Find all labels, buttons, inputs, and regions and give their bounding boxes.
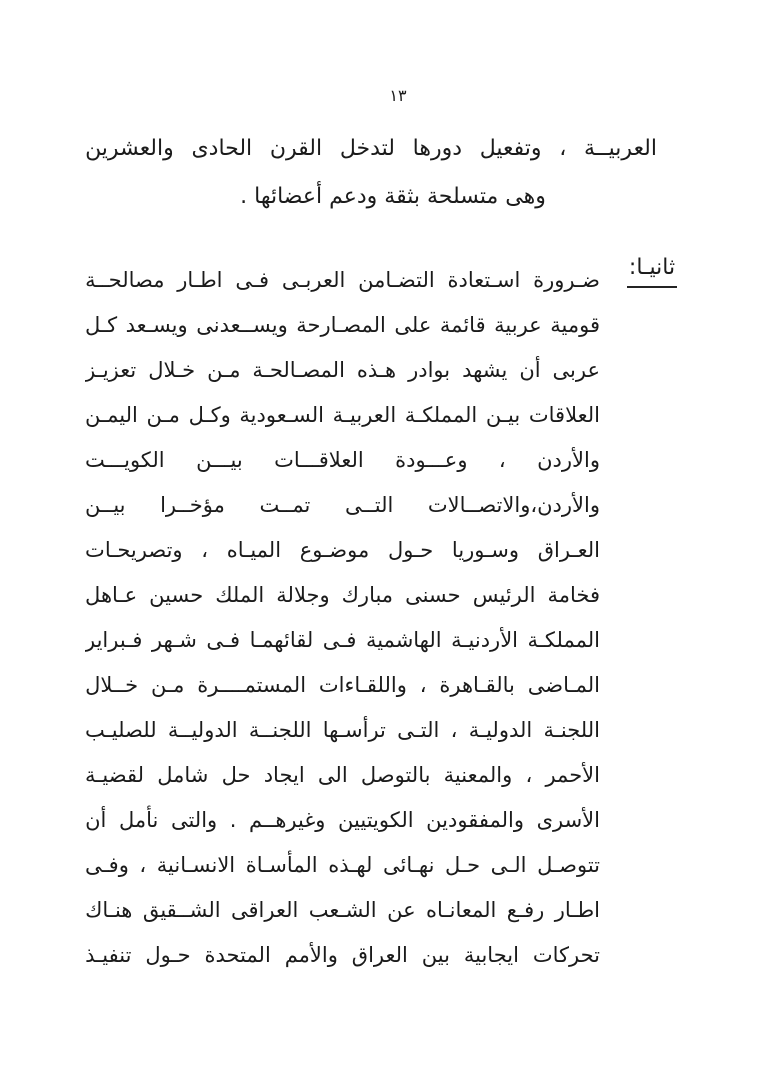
page-number: ١٣ [389,86,407,105]
text-line: الأحمر ، والمعنية بالتوصل الى ايجاد حل شامل لقضيـة [85,762,600,787]
section-heading-label: ثانيـا: [627,255,677,288]
text-line: العلاقات بيـن المملكـة العربيـة السـعودية وكـل مـن اليمـن [85,402,600,427]
text-line: تتوصـل الـى حـل نهـائى لهـذه المأسـاة الانسـانية ، وفـى [85,852,600,877]
text-line: فخامة الرئيس حسنى مبارك وجلالة الملك حسين عـاهل [85,582,600,607]
text-line: قومية عربية قائمة على المصـارحة ويســعدنى ويسـعد كـل [85,312,600,337]
text-line: وهى متسلحة بثقة ودعم أعضائها . [240,183,546,209]
text-line: والأردن ، وعـــودة العلاقـــات بيـــن الكويـــت [85,447,600,472]
section-body [85,257,600,977]
text-line: عربى أن يشهد بوادر هـذه المصـالحـة مـن خـلال تعزيـز [85,357,600,382]
text-line: اللجنـة الدوليـة ، التـى ترأسـها اللجنــة الدوليــة للصليـب [85,717,600,742]
text-line: ضـرورة اسـتعادة التضـامن العربـى فـى اطـار مصالحــة [85,267,600,292]
text-line: العـراق وسـوريا حـول موضـوع الميـاه ، وتصريحـات [85,537,600,562]
section-heading [614,255,690,288]
text-line: اطـار رفـع المعانـاه عن الشـعب العراقى الشــقيق هنـاك [85,897,600,922]
text-line: الأسرى والمفقودين الكويتيين وغيرهــم . والتى نأمل أن [85,807,600,832]
opening-paragraph [85,124,657,220]
text-line: تحركات ايجابية بين العراق والأمم المتحدة حـول تنفيـذ [85,942,600,967]
text-line: العربيــة ، وتفعيل دورها لتدخل القرن الحادى والعشرين [85,135,657,161]
text-line: المملكـة الأردنيـة الهاشمية فـى لقائهمـا فـى شـهر فـبراير [85,627,600,652]
text-line: المـاضى بالقـاهرة ، واللقـاءات المستمــــرة مـن خــلال [85,672,600,697]
text-line: والأردن،والاتصــالات التــى تمــت مؤخــرا بيــن [85,492,600,517]
